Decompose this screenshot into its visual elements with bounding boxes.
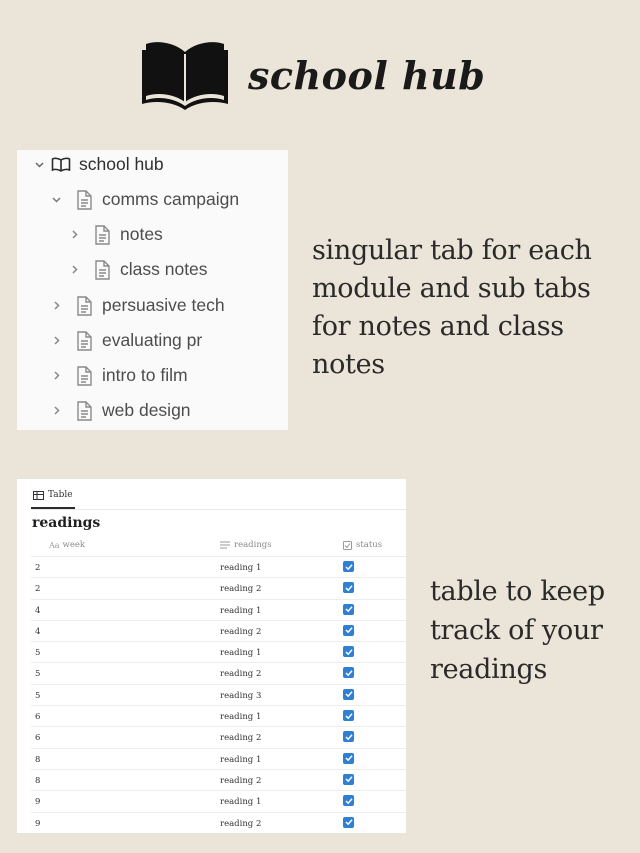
cell-week: 8: [35, 754, 41, 765]
chevron-down-icon[interactable]: [48, 192, 64, 208]
page-icon: [74, 330, 94, 352]
checkmark-icon: [345, 563, 353, 571]
tab-table[interactable]: [31, 487, 75, 509]
cell-reading: reading 3: [220, 690, 262, 701]
tree-item-label: intro to film: [102, 365, 188, 385]
cell-reading: reading 1: [220, 648, 262, 659]
cell-week: 9: [35, 818, 41, 829]
tree-item-label: persuasive tech: [102, 295, 225, 315]
checkmark-icon: [345, 669, 353, 677]
checkmark-icon: [345, 733, 353, 741]
table-row[interactable]: [31, 621, 406, 642]
chevron-right-icon[interactable]: [48, 298, 64, 314]
tree-item-label: class notes: [120, 259, 208, 279]
tree-item-persuasive-tech[interactable]: [48, 288, 225, 323]
checkmark-icon: [345, 584, 353, 592]
column-header-status[interactable]: status: [343, 540, 382, 550]
status-checkbox[interactable]: [343, 731, 354, 742]
cell-week: 4: [35, 605, 41, 616]
cell-week: 9: [35, 797, 41, 808]
status-checkbox[interactable]: [343, 667, 354, 678]
tree-item-intro-to-film[interactable]: [48, 358, 188, 393]
checkmark-icon: [345, 690, 353, 698]
tree-item-evaluating-pr[interactable]: [48, 323, 202, 358]
sidebar-tree: [17, 150, 288, 430]
table-annotation: table to keep track of your readings: [430, 576, 605, 685]
cell-week: 6: [35, 712, 41, 723]
open-book-icon: [51, 154, 71, 176]
open-book-icon: [140, 38, 230, 113]
table-body: [31, 557, 406, 833]
page-icon: [74, 365, 94, 387]
cell-week: 2: [35, 584, 41, 595]
table-row[interactable]: [31, 770, 406, 791]
chevron-right-icon[interactable]: [66, 262, 82, 278]
table-row[interactable]: [31, 578, 406, 599]
cell-week: 2: [35, 563, 41, 573]
table-row[interactable]: [31, 749, 406, 770]
cell-week: 4: [35, 626, 41, 637]
cell-reading: reading 2: [220, 775, 262, 786]
table-row[interactable]: [31, 663, 406, 684]
checkmark-icon: [345, 818, 353, 826]
status-checkbox[interactable]: [343, 689, 354, 700]
status-checkbox[interactable]: [343, 753, 354, 764]
table-icon: [33, 491, 44, 500]
tree-item-web-design[interactable]: [48, 393, 191, 428]
table-row[interactable]: [31, 600, 406, 621]
table-row[interactable]: [31, 813, 406, 833]
cell-reading: reading 1: [220, 605, 262, 616]
cell-reading: reading 2: [220, 669, 262, 680]
tree-annotation: singular tab for each module and sub tabs for notes and class notes: [312, 235, 592, 380]
status-checkbox[interactable]: [343, 582, 354, 593]
checkmark-icon: [345, 797, 353, 805]
checkbox-property-icon: [343, 541, 352, 550]
lines-icon: [220, 541, 230, 549]
checkmark-icon: [345, 775, 353, 783]
table-row[interactable]: [31, 706, 406, 727]
status-checkbox[interactable]: [343, 710, 354, 721]
table-title: readings: [32, 515, 101, 531]
cell-reading: reading 2: [220, 626, 262, 637]
tree-item-class-notes[interactable]: [66, 252, 208, 287]
page-title: school hub: [248, 53, 486, 98]
page-icon: [92, 259, 112, 281]
status-checkbox[interactable]: [343, 774, 354, 785]
checkmark-icon: [345, 626, 353, 634]
tab-label: Table: [48, 490, 73, 500]
cell-reading: reading 2: [220, 733, 262, 744]
checkmark-icon: [345, 605, 353, 613]
tree-item-comms-campaign[interactable]: [48, 182, 239, 217]
column-header-readings[interactable]: readings: [220, 540, 272, 550]
checkmark-icon: [345, 712, 353, 720]
cell-reading: reading 2: [220, 584, 262, 595]
cell-week: 8: [35, 775, 41, 786]
chevron-right-icon[interactable]: [48, 333, 64, 349]
page-icon: [74, 295, 94, 317]
page-icon: [92, 224, 112, 246]
column-header-week[interactable]: Aa week: [49, 540, 86, 550]
tree-item-label: comms campaign: [102, 189, 240, 209]
page-icon: [74, 189, 94, 211]
cell-reading: reading 2: [220, 818, 262, 829]
chevron-right-icon[interactable]: [48, 403, 64, 419]
tree-item-label: school hub: [79, 154, 164, 174]
chevron-right-icon[interactable]: [66, 227, 82, 243]
chevron-down-icon[interactable]: [31, 157, 47, 173]
checkmark-icon: [345, 648, 353, 656]
cell-reading: reading 1: [220, 797, 262, 808]
cell-reading: reading 1: [220, 754, 262, 765]
cell-reading: reading 1: [220, 563, 262, 573]
text-property-icon: Aa: [49, 540, 60, 550]
status-checkbox[interactable]: [343, 604, 354, 615]
table-row[interactable]: [31, 685, 406, 706]
checkmark-icon: [345, 754, 353, 762]
status-checkbox[interactable]: [343, 625, 354, 636]
cell-week: 5: [35, 669, 41, 680]
status-checkbox[interactable]: [343, 817, 354, 828]
cell-week: 5: [35, 648, 41, 659]
status-checkbox[interactable]: [343, 646, 354, 657]
table-row[interactable]: [31, 791, 406, 812]
status-checkbox[interactable]: [343, 795, 354, 806]
table-header: [31, 535, 406, 557]
cell-week: 6: [35, 733, 41, 744]
tree-item-label: evaluating pr: [102, 330, 203, 350]
page-header: [140, 38, 485, 113]
tree-item-school-hub[interactable]: [31, 147, 164, 182]
tree-item-label: notes: [120, 224, 163, 244]
status-checkbox[interactable]: [343, 561, 354, 572]
readings-table-panel: [17, 479, 406, 833]
table-row[interactable]: [31, 557, 406, 578]
page-icon: [74, 400, 94, 422]
chevron-right-icon[interactable]: [48, 368, 64, 384]
cell-week: 5: [35, 690, 41, 701]
tree-item-notes[interactable]: [66, 217, 163, 252]
table-row[interactable]: [31, 642, 406, 663]
tree-item-label: web design: [102, 400, 191, 420]
table-row[interactable]: [31, 727, 406, 748]
cell-reading: reading 1: [220, 712, 262, 723]
tab-divider: [31, 509, 406, 510]
